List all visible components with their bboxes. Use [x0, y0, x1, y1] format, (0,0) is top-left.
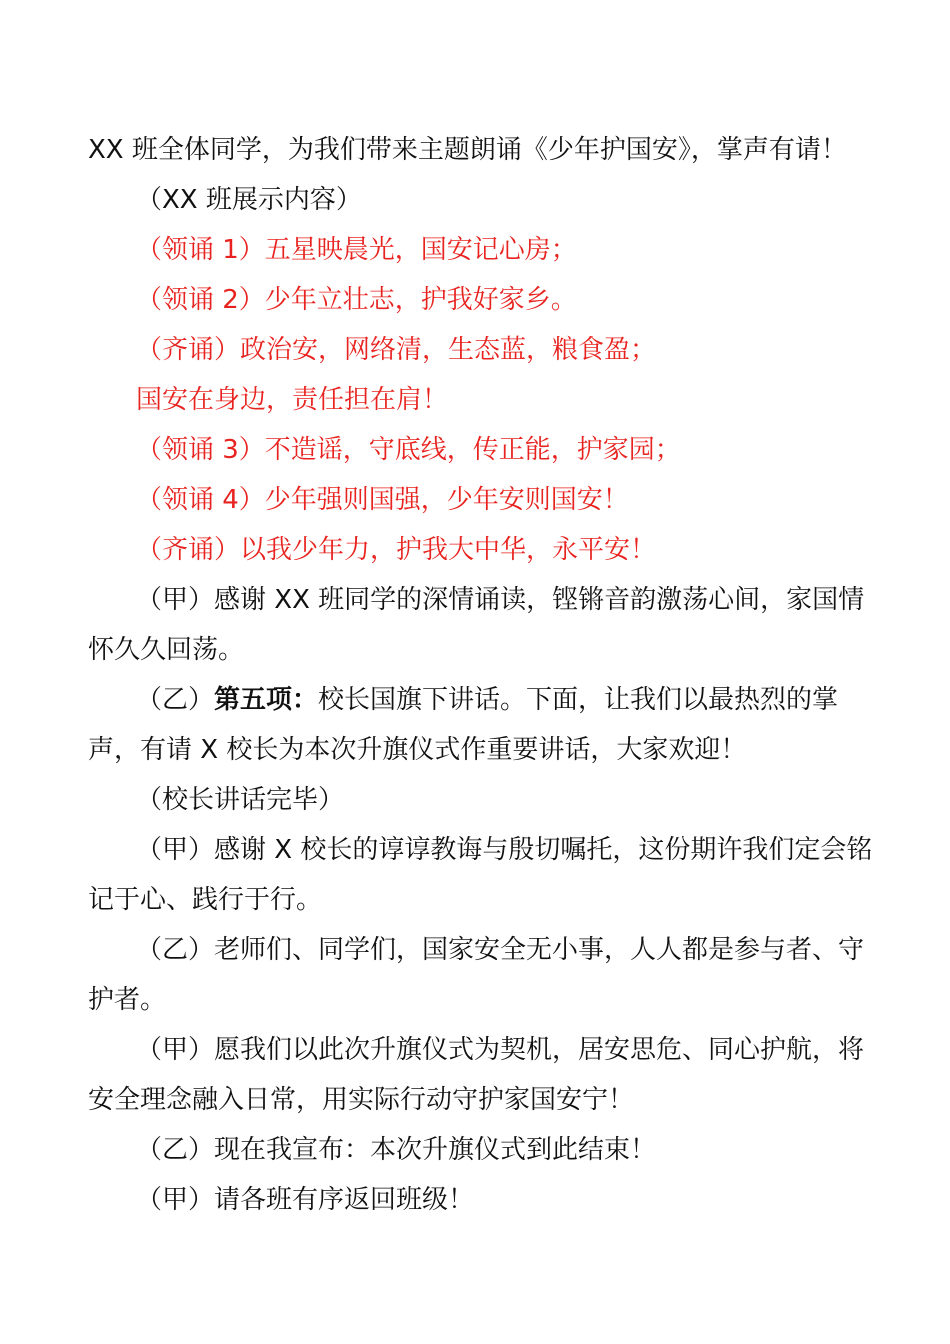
- text-line-red: （领诵 3）不造谣，守底线，传正能，护家园；: [136, 435, 681, 465]
- text-line-red: （齐诵）政治安，网络清，生态蓝，粮食盈；: [136, 335, 657, 365]
- speaker-prefix: （乙）: [136, 685, 215, 715]
- text-line: （甲）愿我们以此次升旗仪式为契机，居安思危、同心护航，将: [136, 1035, 865, 1065]
- text-line-mixed: [136, 683, 950, 717]
- text-line-rest: 校长国旗下讲话。下面，让我们以最热烈的掌: [318, 685, 839, 715]
- text-line: （乙）现在我宣布：本次升旗仪式到此结束！: [136, 1135, 657, 1165]
- text-line-red: （领诵 1）五星映晨光，国安记心房；: [136, 235, 577, 265]
- text-line: （乙）老师们、同学们，国家安全无小事，人人都是参与者、守: [136, 935, 865, 965]
- text-line-red: （领诵 2）少年立壮志，护我好家乡。: [136, 285, 577, 315]
- text-line: （校长讲话完毕）: [136, 785, 345, 815]
- text-line-red: 国安在身边，责任担在肩！: [136, 385, 449, 415]
- item-heading: 第五项：: [214, 685, 319, 715]
- text-line-red: （领诵 4）少年强则国强，少年安则国安！: [136, 485, 629, 515]
- text-line: 怀久久回荡。: [88, 635, 245, 665]
- text-line: （甲）感谢 X 校长的谆谆教诲与殷切嘱托，这份期许我们定会铭: [136, 835, 873, 865]
- text-line: 护者。: [88, 985, 167, 1015]
- text-line: 记于心、践行于行。: [88, 885, 323, 915]
- text-line: （XX 班展示内容）: [136, 185, 362, 215]
- text-line: （甲）感谢 XX 班同学的深情诵读，铿锵音韵激荡心间，家国情: [136, 585, 865, 615]
- text-line: 声，有请 X 校长为本次升旗仪式作重要讲话，大家欢迎！: [88, 735, 747, 765]
- text-line: （甲）请各班有序返回班级！: [136, 1185, 475, 1215]
- text-line-red: （齐诵）以我少年力，护我大中华，永平安！: [136, 535, 657, 565]
- text-line: 安全理念融入日常，用实际行动守护家国安宁！: [88, 1085, 635, 1115]
- text-line: XX 班全体同学，为我们带来主题朗诵《少年护国安》，掌声有请！: [88, 135, 847, 165]
